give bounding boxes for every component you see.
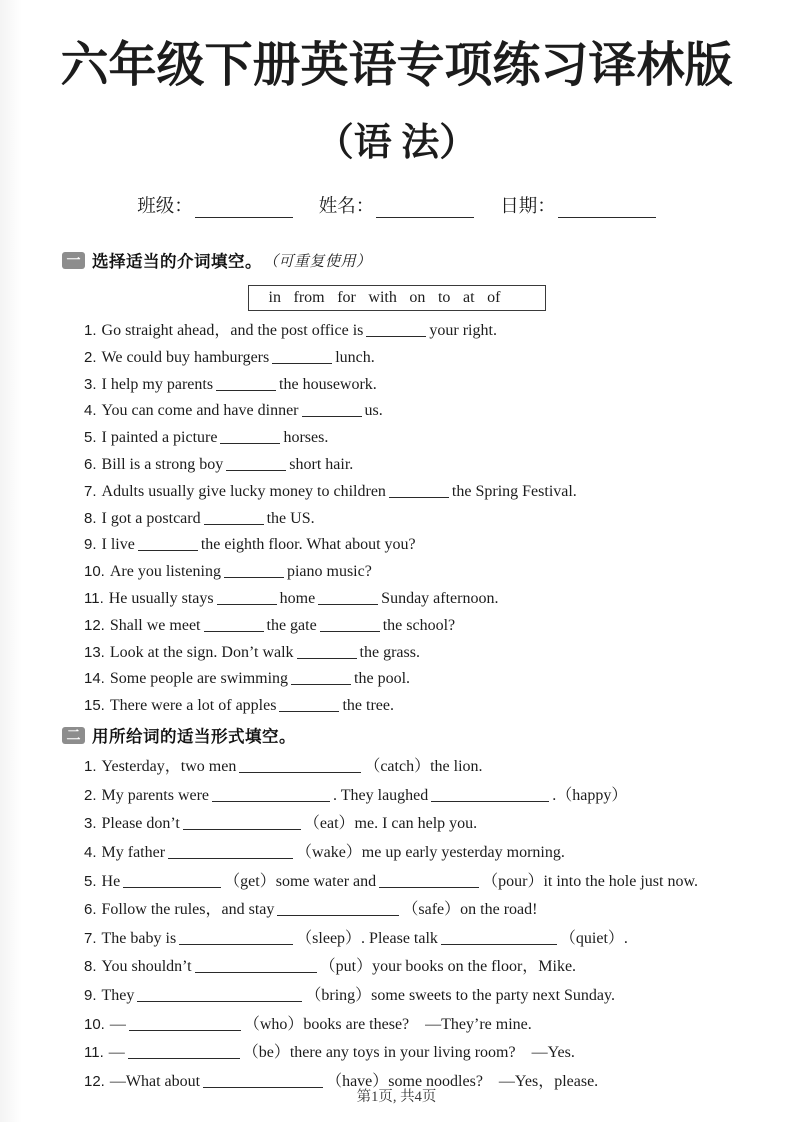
word-bank-word: to (437, 289, 451, 306)
item-text: Bill is a strong boy (101, 455, 224, 473)
exercise-item (84, 843, 763, 862)
page-title: 六年级下册英语专项练习译林版 (60, 39, 733, 92)
exercise-item (84, 509, 763, 528)
item-number: 10. (84, 563, 105, 581)
section-word-forms (0, 723, 793, 1091)
date-field-label: 日期： (500, 197, 556, 217)
word-bank-word: in (268, 289, 281, 306)
answer-blank (212, 789, 330, 802)
exercise-item (84, 986, 763, 1005)
item-number: 6. (84, 901, 97, 919)
answer-blank (138, 538, 198, 551)
answer-blank (389, 485, 449, 498)
name-field (319, 192, 475, 218)
item-number: 8. (84, 509, 97, 527)
exercise-item (84, 929, 763, 948)
item-text: （who）books are these? —They’re mine. (243, 1015, 532, 1033)
item-text: —What about (109, 1072, 201, 1090)
student-info-row (0, 192, 793, 218)
item-text: Sunday afternoon. (381, 589, 499, 607)
item-text: Follow the rules，and stay (101, 901, 275, 919)
answer-blank (217, 592, 277, 605)
date-field (500, 192, 656, 218)
item-text: （have）some noodles? —Yes，please. (326, 1072, 599, 1090)
word-bank-word: of (487, 289, 501, 306)
answer-blank (195, 960, 317, 973)
item-text: （bring）some sweets to the party next Sunday. (305, 986, 615, 1004)
item-number: 4. (84, 843, 97, 861)
item-text: Please don’t (101, 815, 180, 833)
word-bank-word: from (293, 289, 325, 306)
section-two-badge: 二 (62, 727, 85, 744)
item-text: （safe）on the road! (402, 901, 538, 919)
answer-blank (366, 324, 426, 337)
item-text: He usually stays (108, 589, 214, 607)
section-prepositions (0, 248, 793, 715)
item-text: We could buy hamburgers (101, 348, 270, 366)
item-number: 10. (84, 1015, 105, 1033)
section-one-badge: 一 (62, 252, 85, 269)
item-text: You shouldn’t (101, 958, 192, 976)
item-text: the grass. (359, 643, 420, 661)
page-number: 第1页, 共4页 (356, 1089, 437, 1105)
exercise-item (84, 1043, 763, 1062)
item-text: My parents were (101, 786, 210, 804)
item-text: Are you listening (109, 563, 221, 581)
class-field-label: 班级： (137, 197, 193, 217)
section-two-header (62, 723, 793, 747)
word-bank-word: at (463, 289, 475, 306)
page-subtitle: （语 法） (315, 122, 478, 164)
exercise-item (84, 589, 763, 608)
item-number: 12. (84, 1072, 105, 1090)
answer-blank (318, 592, 378, 605)
answer-blank (239, 760, 361, 773)
item-text: lunch. (335, 348, 375, 366)
item-number: 14. (84, 670, 105, 688)
item-text: （get）some water and (224, 872, 377, 890)
answer-blank (220, 431, 280, 444)
item-number: 8. (84, 958, 97, 976)
item-text: your right. (429, 322, 497, 339)
exercise-item (84, 900, 763, 919)
item-number: 12. (84, 616, 105, 634)
answer-blank (441, 932, 557, 945)
item-number: 1. (84, 758, 97, 776)
item-text: piano music? (286, 563, 372, 581)
item-number: 5. (84, 429, 97, 447)
item-number: 13. (84, 643, 105, 661)
exercise-item (84, 814, 763, 833)
item-text: — (109, 1015, 126, 1033)
exercise-item (84, 535, 763, 554)
item-number: 11. (84, 1044, 104, 1062)
exercise-item (84, 957, 763, 976)
word-bank-word: with (368, 289, 397, 306)
item-number: 4. (84, 402, 97, 420)
item-text: the Spring Festival. (451, 482, 577, 500)
item-text: the school? (382, 616, 456, 634)
item-text: （pour）it into the hole just now. (482, 872, 698, 890)
exercise-item (84, 482, 763, 501)
answer-blank (216, 378, 276, 391)
item-text: They (101, 986, 135, 1004)
item-text: I help my parents (101, 375, 214, 393)
item-text: Yesterday，two men (101, 758, 237, 776)
item-text: I got a postcard (101, 509, 201, 527)
answer-blank (179, 932, 293, 945)
item-text: My father (101, 843, 166, 861)
item-text: （sleep）. Please talk (296, 929, 438, 947)
item-number: 5. (84, 872, 97, 890)
item-text: us. (364, 402, 383, 420)
item-number: 11. (84, 589, 104, 607)
item-text: Look at the sign. Don’t walk (109, 643, 294, 661)
exercise-item (84, 616, 763, 635)
exercise-item (84, 455, 763, 474)
section-one-header (62, 248, 793, 272)
item-text: The baby is (101, 929, 177, 947)
exercise-item (84, 562, 763, 581)
item-text: home (279, 589, 316, 607)
section-one-note: （可重复使用） (263, 253, 372, 270)
answer-blank (123, 875, 221, 888)
item-text: Shall we meet (109, 616, 201, 634)
item-text: Adults usually give lucky money to children (101, 482, 386, 500)
item-number: 2. (84, 348, 97, 366)
class-field-blank (195, 198, 293, 218)
name-field-blank (376, 198, 474, 218)
item-text: — (108, 1044, 125, 1062)
item-number: 9. (84, 536, 97, 554)
answer-blank (204, 619, 264, 632)
exercise-item (84, 1015, 763, 1034)
exercise-item (84, 428, 763, 447)
class-field (137, 192, 293, 218)
answer-blank (272, 351, 332, 364)
item-text: Go straight ahead，and the post office is (101, 322, 364, 339)
item-number: 15. (84, 697, 105, 715)
item-text: You can come and have dinner (101, 402, 299, 420)
item-text: （catch）the lion. (364, 758, 483, 776)
name-field-label: 姓名： (318, 197, 375, 217)
exercise-item (84, 348, 763, 367)
item-number: 3. (84, 815, 97, 833)
exercise-item (84, 872, 763, 891)
word-bank-word: on (409, 289, 426, 306)
item-text: I live (101, 536, 135, 554)
item-text: （wake）me up early yesterday morning. (296, 843, 565, 861)
item-text: the tree. (342, 697, 394, 715)
item-text: （eat）me. I can help you. (303, 815, 478, 833)
word-bank-word: for (337, 289, 356, 306)
item-text: I painted a picture (101, 429, 218, 447)
item-text: He (101, 872, 121, 890)
exercise-item (84, 321, 763, 340)
item-text: the gate (266, 616, 317, 634)
answer-blank (168, 846, 293, 859)
exercise-item (84, 757, 763, 776)
item-number: 1. (84, 322, 97, 339)
item-number: 6. (84, 455, 97, 473)
item-text: the US. (266, 509, 315, 527)
item-text: （be）there any toys in your living room? —Yes. (242, 1044, 575, 1062)
answer-blank (320, 619, 380, 632)
answer-blank (224, 565, 284, 578)
answer-blank (379, 875, 479, 888)
item-text: short hair. (289, 455, 354, 473)
item-text: . They laughed (333, 786, 429, 804)
item-number: 2. (84, 786, 97, 804)
answer-blank (279, 699, 339, 712)
word-bank-box (248, 285, 546, 311)
answer-blank (302, 404, 362, 417)
item-text: （quiet）. (559, 929, 628, 947)
answer-blank (128, 1046, 240, 1059)
section-one-question-list (84, 321, 763, 715)
answer-blank (183, 817, 301, 830)
item-text: the housework. (279, 375, 377, 393)
answer-blank (297, 646, 357, 659)
date-field-blank (558, 198, 656, 218)
item-number: 7. (84, 482, 97, 500)
item-text: the pool. (354, 670, 411, 688)
item-text: .（happy） (552, 786, 628, 804)
item-number: 3. (84, 375, 97, 393)
answer-blank (137, 989, 302, 1002)
answer-blank (277, 903, 399, 916)
exercise-item (84, 401, 763, 420)
item-text: There were a lot of apples (109, 697, 277, 715)
answer-blank (431, 789, 549, 802)
exercise-item (84, 696, 763, 715)
item-text: Some people are swimming (109, 670, 289, 688)
item-number: 9. (84, 986, 97, 1004)
exercise-item (84, 643, 763, 662)
section-two-question-list (84, 757, 763, 1091)
answer-blank (129, 1018, 241, 1031)
section-two-title: 用所给词的适当形式填空。 (92, 728, 296, 747)
exercise-item (84, 786, 763, 805)
item-text: horses. (283, 429, 329, 447)
item-text: the eighth floor. What about you? (200, 536, 416, 554)
answer-blank (226, 458, 286, 471)
section-one-title: 选择适当的介词填空。 (92, 253, 262, 271)
item-text: （put）your books on the floor，Mike. (319, 958, 577, 976)
exercise-item (84, 669, 763, 688)
answer-blank (291, 672, 351, 685)
exercise-item (84, 375, 763, 394)
answer-blank (204, 512, 264, 525)
item-number: 7. (84, 929, 97, 947)
